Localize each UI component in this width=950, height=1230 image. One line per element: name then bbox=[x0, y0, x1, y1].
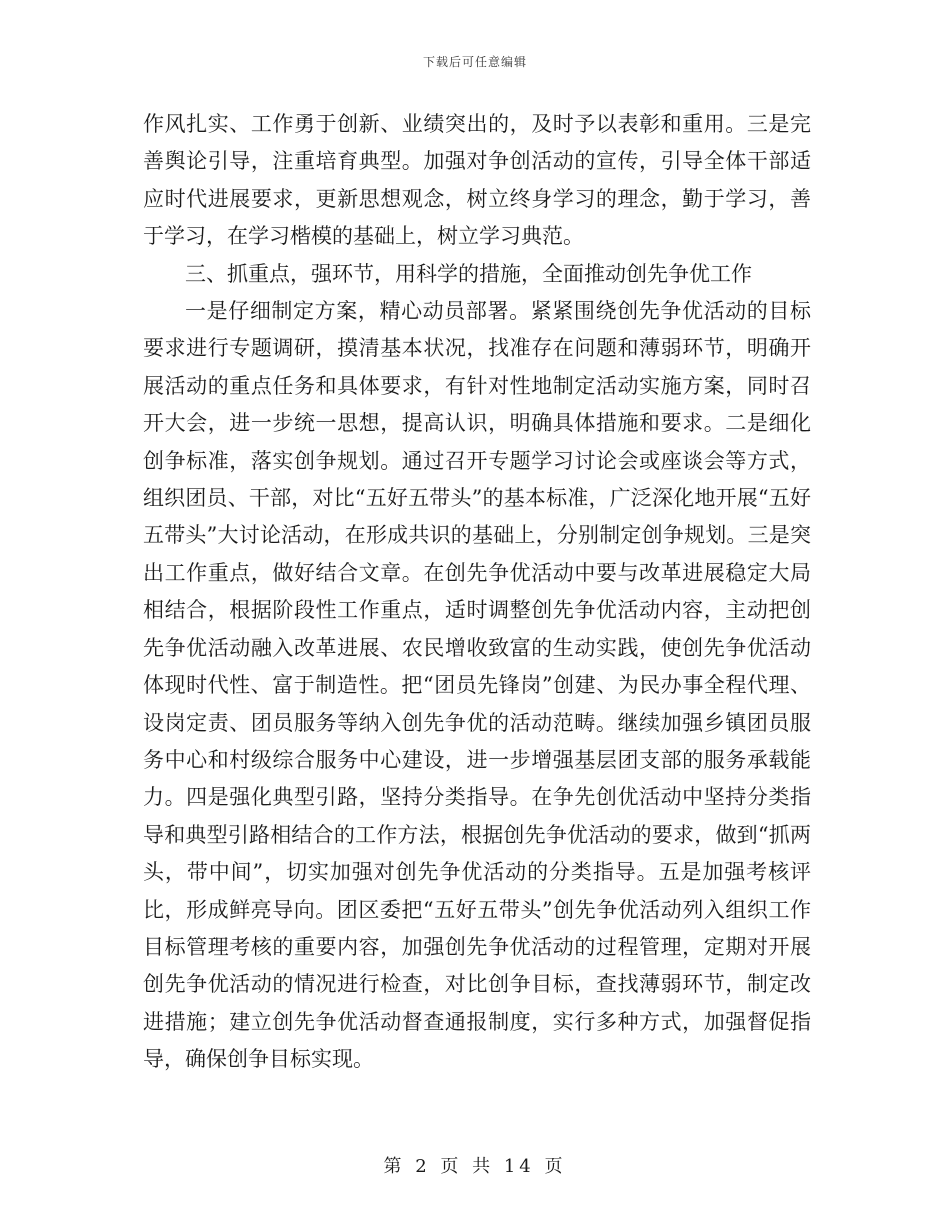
page-header: 下载后可任意编辑 bbox=[422, 55, 527, 69]
paragraph-continuation: 作风扎实、工作勇于创新、业绩突出的，及时予以表彰和重用。三是完善舆论引导，注重培育典型。加强对争创活动的宣传，引导全体干部适应时代进展要求，更新思想观念，树立终身学习的理念，勤于学习，善于学习，在学习楷模的基础上，树立学习典范。 bbox=[143, 112, 811, 249]
page-number: 第 2 页 共 14 页 bbox=[383, 1156, 567, 1177]
document-body bbox=[143, 106, 811, 1079]
paragraph-measures: 一是仔细制定方案，精心动员部署。紧紧围绕创先争优活动的目标要求进行专题调研，摸清基本状况，找准存在问题和薄弱环节，明确开展活动的重点任务和具体要求，有针对性地制定活动实施方案，同时召开大会，进一步统一思想，提高认识，明确具体措施和要求。二是细化创争标准，落实创争规划。通过召开专题学习讨论会或座谈会等方式，组织团员、干部，对比“五好五带头”的基本标准，广泛深化地开展“五好五带头”大讨论活动，在形成共识的基础上，分别制定创争规划。三是突出工作重点，做好结合文章。在创先争优活动中要与改革进展稳定大局相结合，根据阶段性工作重点，适时调整创先争优活动内容，主动把创先争优活动融入改革进展、农民增收致富的生动实践，使创先争优活动体现时代性、富于制造性。把“团员先锋岗”创建、为民办事全程代理、设岗定责、团员服务等纳入创先争优的活动范畴。继续加强乡镇团员服务中心和村级综合服务中心建设，进一步增强基层团支部的服务承载能力。四是强化典型引路，坚持分类指导。在争先创优活动中坚持分类指导和典型引路相结合的工作方法，根据创先争优活动的要求，做到“抓两头，带中间”，切实加强对创先争优活动的分类指导。五是加强考核评比，形成鲜亮导向。团区委把“五好五带头”创先争优活动列入组织工作目标管理考核的重要内容，加强创先争优活动的过程管理，定期对开展创先争优活动的情况进行检查，对比创争目标，查找薄弱环节，制定改进措施；建立创先争优活动督查通报制度，实行多种方式，加强督促指导，确保创争目标实现。 bbox=[143, 299, 811, 1072]
section-heading: 三、抓重点，强环节，用科学的措施，全面推动创先争优工作 bbox=[185, 261, 752, 286]
